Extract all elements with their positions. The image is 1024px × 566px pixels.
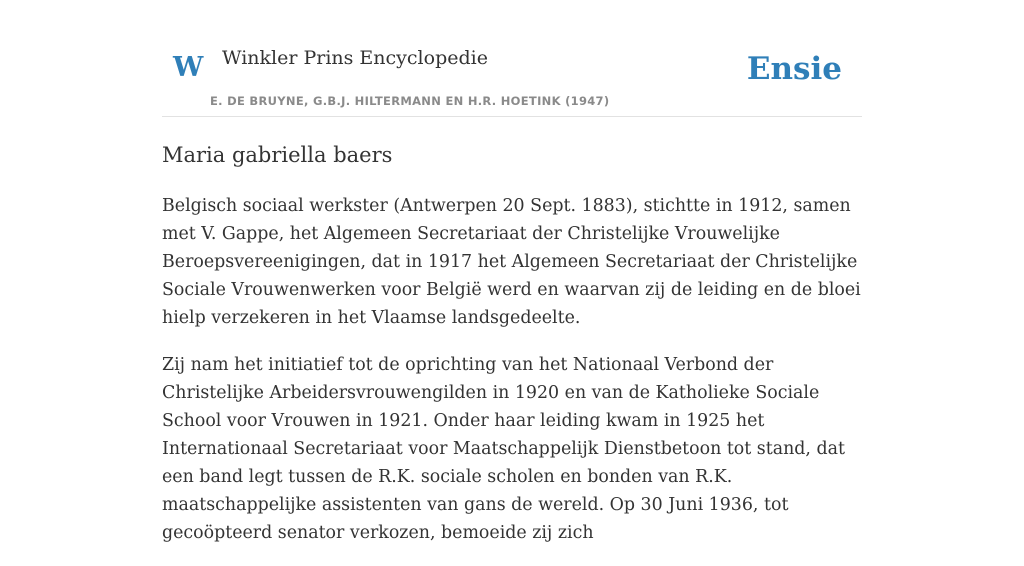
- article-paragraph: Belgisch sociaal werkster (Antwerpen 20 Sept. 1883), stichtte in 1912, samen met V. Gappe, het Algemeen Secretariaat der Christelijke Vrouwelijke Beroepsvereenigingen, dat in 1917 het Algemeen Secretariaat der Christelijke Sociale Vrouwenwerken voor België werd en waarvan zij de leiding en de bloei hielp verzekeren in het Vlaamse landsgedeelte.: [162, 196, 861, 328]
- source-header: [162, 0, 862, 117]
- source-logo-icon: W: [173, 52, 204, 83]
- article-title: Maria gabriella baers: [162, 143, 393, 167]
- source-title[interactable]: Winkler Prins Encyclopedie: [222, 47, 488, 69]
- brand-logo-link[interactable]: Ensie: [746, 51, 842, 87]
- article-paragraph: Zij nam het initiatief tot de oprichting van het Nationaal Verbond der Christelijke Arbeidersvrouwengilden in 1920 en van de Katholieke Sociale School voor Vrouwen in 1921. Onder haar leiding kwam in 1925 het Internationaal Secretariaat voor Maatschappelijk Dienstbetoon tot stand, dat een band legt tussen de R.K. sociale scholen en bonden van R.K. maatschappelijke assistenten van gans de wereld. Op 30 Juni 1936, tot gecoöpteerd senator verkozen, bemoeide zij zich: [162, 355, 845, 543]
- source-authors: E. DE BRUYNE, G.B.J. HILTERMANN EN H.R. HOETINK (1947): [210, 94, 610, 108]
- article-body: [162, 192, 862, 566]
